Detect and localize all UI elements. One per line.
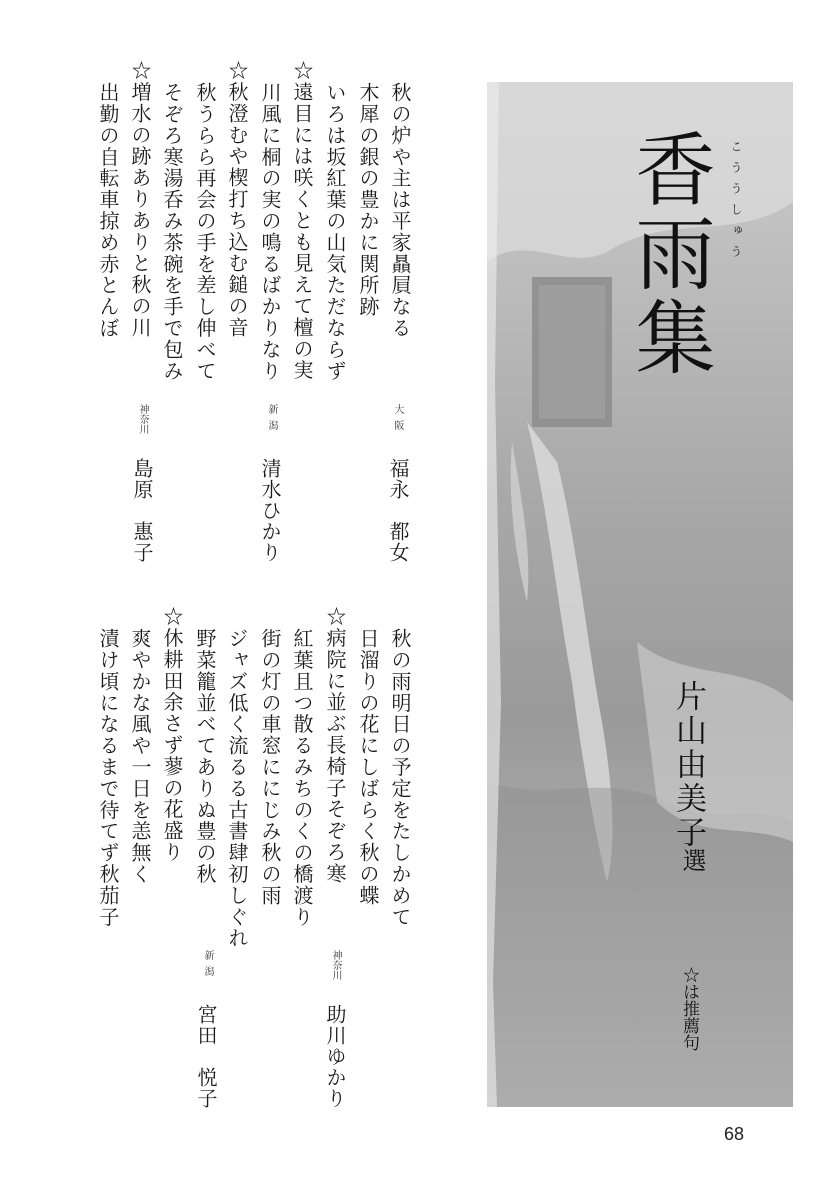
- author-name: 福永 都女: [386, 458, 410, 563]
- haiku-line: 出勤の自転車掠め赤とんぼ: [96, 82, 120, 339]
- author-prefecture: 新潟: [266, 404, 277, 436]
- haiku-line: 爽やかな風や一日を恙無く: [128, 628, 152, 885]
- haiku-line: ☆秋澄むや楔打ち込む鎚の音: [225, 60, 249, 339]
- haiku-line: いろは坂紅葉の山気ただならず: [323, 82, 347, 382]
- column-title-ruby: こううしゅう: [729, 140, 743, 266]
- haiku-line: ☆休耕田余さず蓼の花盛り: [160, 606, 184, 863]
- haiku-line: ☆遠目には咲くとも見えて檀の実: [290, 60, 314, 381]
- haiku-line: 漬け頃になるまで待てず秋茄子: [96, 628, 120, 928]
- haiku-line: 秋の雨明日の予定をたしかめて: [388, 628, 412, 928]
- author-prefecture: 大阪: [392, 404, 403, 436]
- haiku-line: ☆増水の跡ありありと秋の川: [128, 60, 152, 339]
- selector-name: 片山由美子: [670, 680, 706, 850]
- haiku-line: 日溜りの花にしばらく秋の蝶: [356, 628, 380, 907]
- haiku-line: そぞろ寒湯呑み茶碗を手で包み: [160, 82, 184, 382]
- author-name: 宮田 悦子: [194, 1004, 218, 1109]
- haiku-line: ☆病院に並ぶ長椅子そぞろ寒: [323, 606, 347, 885]
- haiku-line: 秋の炉や主は平家贔屓なる: [388, 82, 412, 339]
- haiku-line: 川風に桐の実の鳴るばかりなり: [258, 82, 282, 382]
- column-title: 香雨集: [622, 128, 715, 380]
- haiku-line: 木犀の銀の豊かに関所跡: [356, 82, 380, 318]
- haiku-line: 街の灯の車窓ににじみ秋の雨: [258, 628, 282, 907]
- author-prefecture: 神奈川: [137, 404, 148, 434]
- page-number: 68: [724, 1124, 745, 1144]
- author-prefecture: 神奈川: [330, 950, 341, 980]
- recommendation-note: ☆は推薦句: [679, 966, 699, 1051]
- haiku-line: 紅葉且つ散るみちのくの橋渡り: [290, 628, 314, 928]
- author-name: 島原 惠子: [130, 458, 154, 563]
- haiku-line: ジャズ低く流るる古書肆初しぐれ: [225, 628, 249, 949]
- author-name: 清水ひかり: [258, 458, 282, 563]
- haiku-line: 野菜籠並べてありぬ豊の秋: [193, 628, 217, 885]
- selector-suffix: 選: [678, 848, 706, 872]
- haiku-line: 秋うらら再会の手を差し伸べて: [193, 82, 217, 382]
- author-prefecture: 新潟: [202, 950, 213, 982]
- author-name: 助川ゆかり: [323, 1004, 347, 1109]
